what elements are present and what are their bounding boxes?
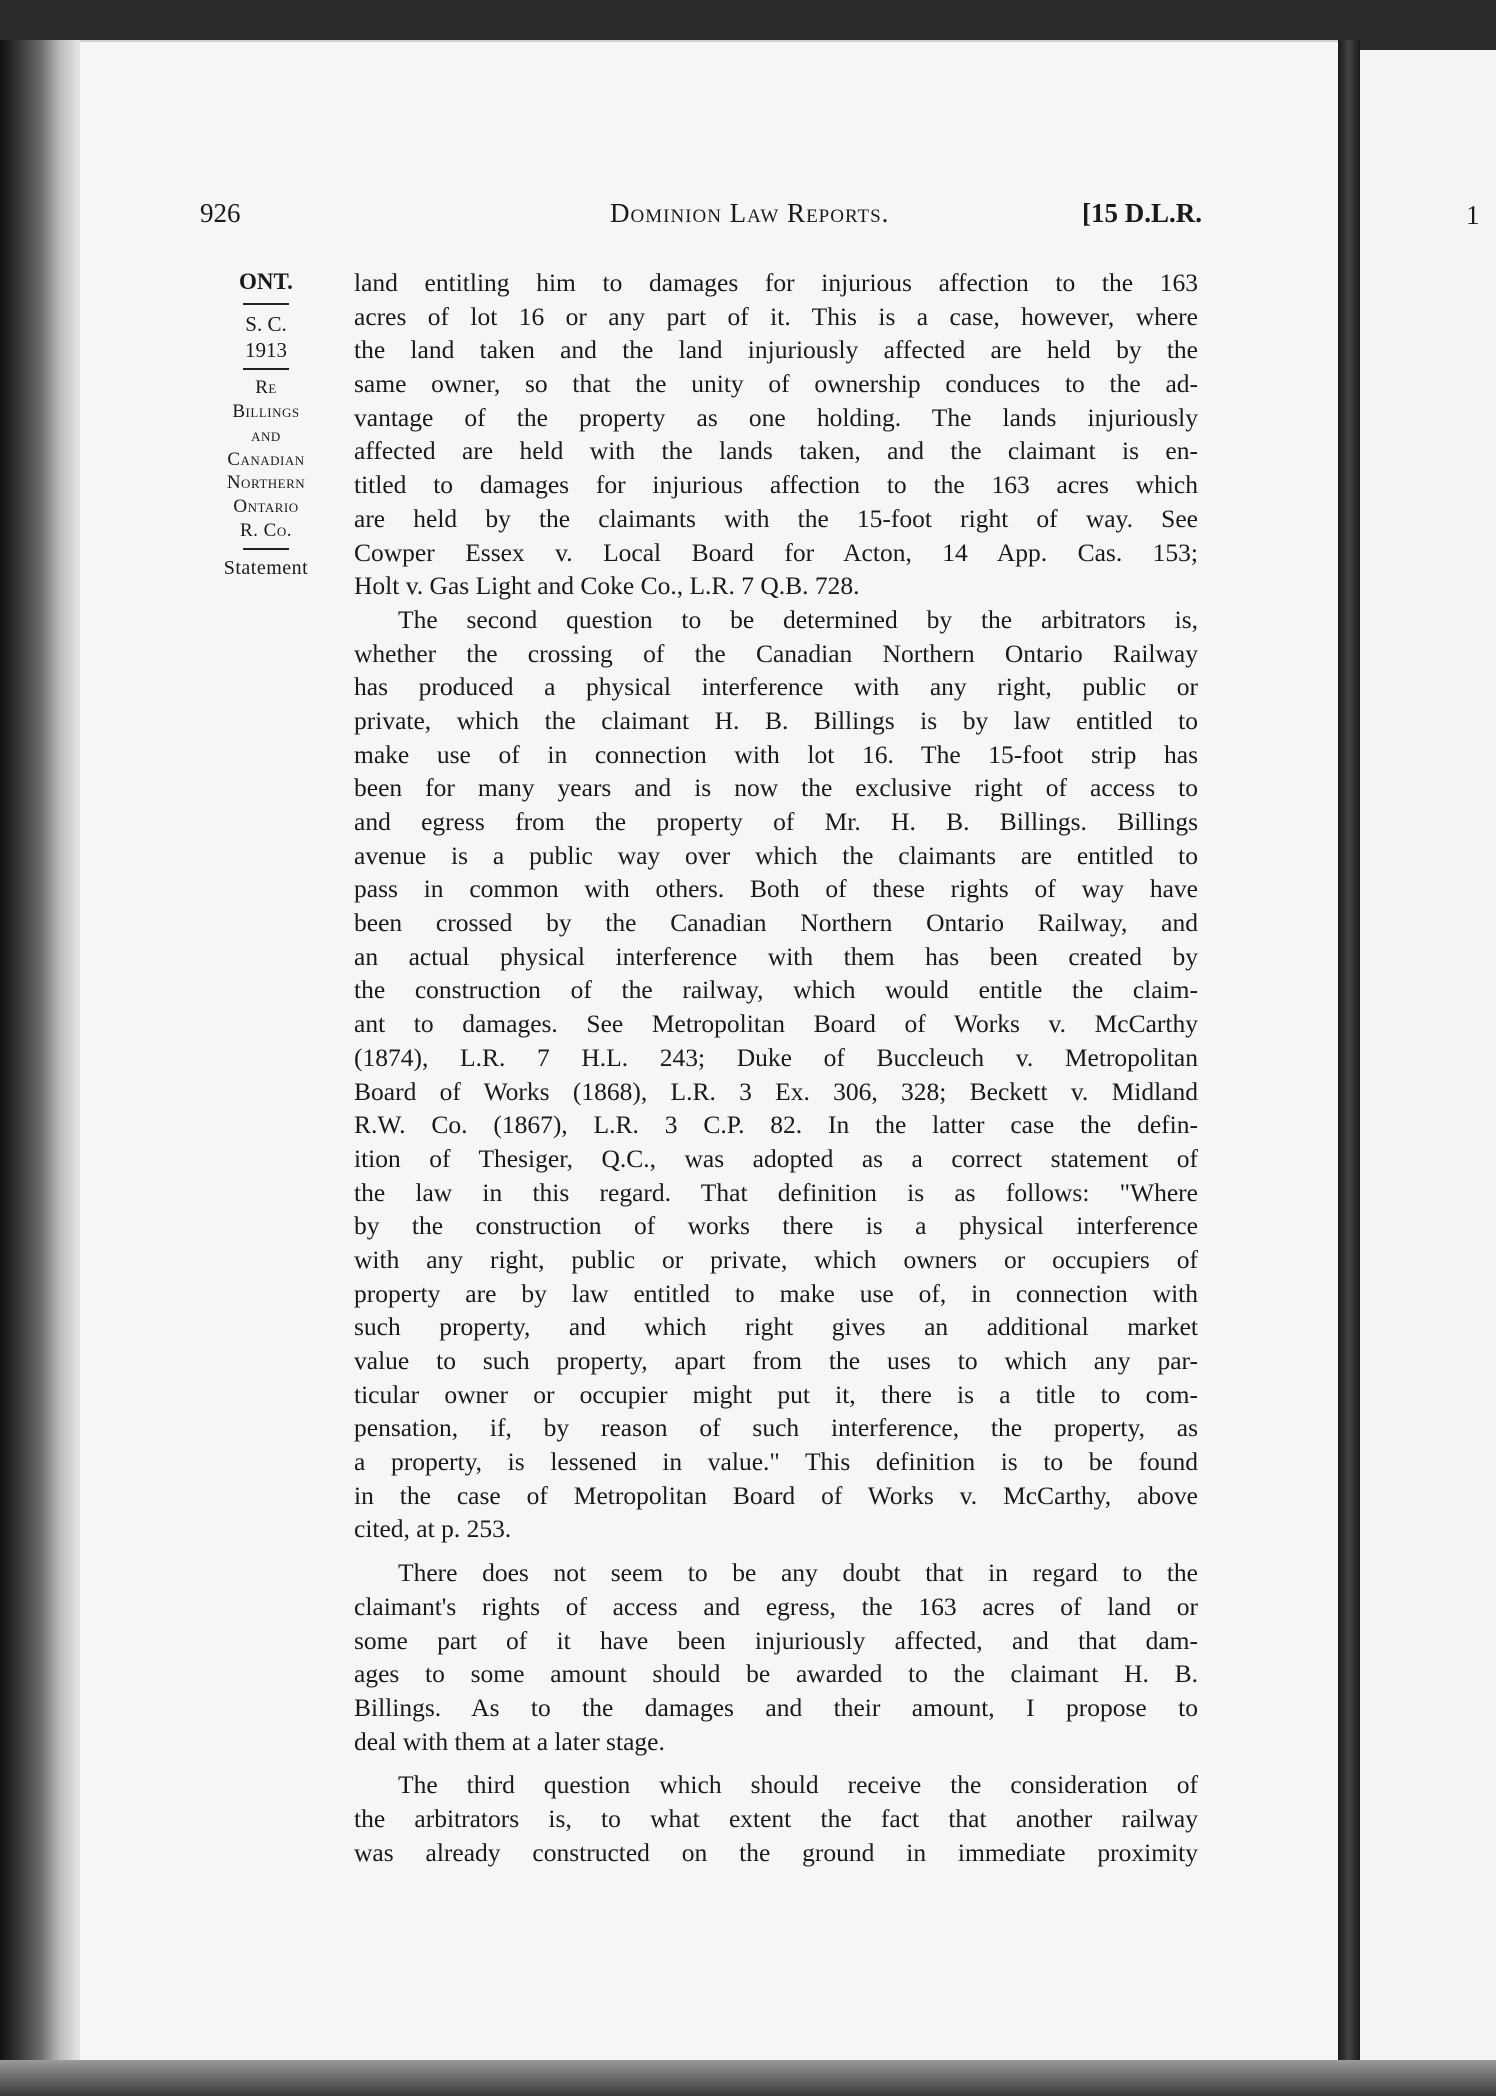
text-line: whether the crossing of the Canadian Northern Ontario Railway bbox=[354, 638, 1198, 668]
volume-reference: [15 D.L.R. bbox=[1082, 198, 1202, 228]
text-line: in the case of Metropolitan Board of Works v. McCarthy, above bbox=[354, 1480, 1198, 1510]
paragraph-gap bbox=[354, 1546, 1198, 1556]
text-line: the arbitrators is, to what extent the fact that another railway bbox=[354, 1803, 1198, 1833]
text-line: pass in common with others. Both of these rights of way have bbox=[354, 874, 1198, 904]
text-line: the law in this regard. That definition is as follows: "Where bbox=[354, 1177, 1198, 1207]
text-line: some part of it have been injuriously affected, and that dam- bbox=[354, 1625, 1198, 1655]
body-text bbox=[354, 266, 1198, 1869]
divider bbox=[243, 548, 289, 550]
text-line: a property, is lessened in value." This definition is to be found bbox=[354, 1447, 1198, 1477]
case-name-line: and bbox=[251, 424, 281, 446]
text-line: land entitling him to damages for injurious affection to the 163 bbox=[354, 268, 1198, 297]
case-name-line: Ontario bbox=[233, 496, 299, 517]
text-line: been for many years and is now the exclusive right of access to bbox=[354, 773, 1198, 803]
text-line: acres of lot 16 or any part of it. This is a case, however, where bbox=[354, 301, 1198, 331]
text-line: an actual physical interference with them has been created by bbox=[354, 941, 1198, 971]
section-label: Statement bbox=[223, 556, 309, 579]
text-line: Holt v. Gas Light and Coke Co., L.R. 7 Q.B. 728. bbox=[354, 571, 860, 601]
text-line: avenue is a public way over which the claimants are entitled to bbox=[354, 840, 1198, 870]
paragraph bbox=[354, 1768, 1198, 1869]
text-line: R.W. Co. (1867), L.R. 3 C.P. 82. In the latter case the defin- bbox=[354, 1110, 1198, 1140]
text-line: Billings. As to the damages and their amount, I propose to bbox=[354, 1692, 1198, 1722]
paragraph bbox=[354, 266, 1198, 603]
text-line: such property, and which right gives an additional market bbox=[354, 1312, 1198, 1342]
text-line: are held by the claimants with the 15-foot right of way. See bbox=[354, 503, 1198, 533]
paragraph-gap bbox=[354, 1758, 1198, 1768]
text-line: same owner, so that the unity of ownership conduces to the ad- bbox=[354, 369, 1198, 399]
text-line: pensation, if, by reason of such interference, the property, as bbox=[354, 1413, 1198, 1443]
text-line: and egress from the property of Mr. H. B. Billings. Billings bbox=[354, 807, 1198, 836]
paragraph bbox=[354, 1556, 1198, 1758]
book-edge bbox=[0, 40, 90, 2096]
text-line: Board of Works (1868), L.R. 3 Ex. 306, 328; Beckett v. Midland bbox=[354, 1076, 1198, 1106]
text-line: Cowper Essex v. Local Board for Acton, 14 App. Cas. 153; bbox=[354, 537, 1198, 567]
page-number: 926 bbox=[200, 198, 241, 228]
text-line: with any right, public or private, which owners or occupiers of bbox=[354, 1244, 1198, 1274]
text-line: by the construction of works there is a physical interference bbox=[354, 1211, 1198, 1241]
text-line: ition of Thesiger, Q.C., was adopted as a correct statement of bbox=[354, 1143, 1198, 1173]
divider bbox=[243, 368, 289, 370]
text-line: deal with them at a later stage. bbox=[354, 1726, 665, 1756]
running-head bbox=[200, 198, 1202, 238]
text-line: has produced a physical interference with any right, public or bbox=[354, 672, 1198, 702]
case-name-line: Northern bbox=[226, 472, 306, 494]
text-line: claimant's rights of access and egress, the 163 acres of land or bbox=[354, 1591, 1198, 1621]
text-line: The second question to be determined by the arbitrators is, bbox=[398, 604, 1198, 634]
case-name-line: Re bbox=[255, 377, 277, 399]
text-line: titled to damages for injurious affection to the 163 acres which bbox=[354, 470, 1198, 500]
facing-page bbox=[1360, 50, 1496, 2096]
text-line: (1874), L.R. 7 H.L. 243; Duke of Buccleuch v. Metropolitan bbox=[354, 1042, 1198, 1072]
text-line: been crossed by the Canadian Northern Ontario Railway, and bbox=[354, 908, 1198, 938]
text-line: cited, at p. 253. bbox=[354, 1514, 512, 1544]
book-gutter bbox=[1338, 40, 1360, 2096]
text-line: the land taken and the land injuriously affected are held by the bbox=[354, 335, 1198, 365]
case-name-line: R. Co. bbox=[240, 519, 292, 541]
case-name-line: Billings bbox=[232, 401, 300, 422]
text-line: make use of in connection with lot 16. The 15-foot strip has bbox=[354, 739, 1198, 769]
text-line: ticular owner or occupier might put it, there is a title to com- bbox=[354, 1379, 1198, 1409]
text-line: property are by law entitled to make use of, in connection with bbox=[354, 1278, 1198, 1308]
text-line: The third question which should receive the consideration of bbox=[398, 1770, 1198, 1800]
paragraph bbox=[354, 603, 1198, 1546]
text-line: There does not seem to be any doubt that in regard to the bbox=[398, 1558, 1198, 1588]
text-line: vantage of the property as one holding. The lands injuriously bbox=[354, 402, 1198, 432]
scan-shadow bbox=[0, 2060, 1496, 2096]
case-name bbox=[200, 376, 332, 542]
text-line: the construction of the railway, which would entitle the claim- bbox=[354, 975, 1198, 1005]
margin-notes bbox=[200, 268, 332, 581]
text-line: was already constructed on the ground in immediate proximity bbox=[354, 1837, 1198, 1867]
text-line: value to such property, apart from the uses to which any par- bbox=[354, 1346, 1198, 1375]
court-label: S. C. bbox=[245, 311, 287, 336]
journal-title: Dominion Law Reports. bbox=[610, 198, 890, 228]
year-label: 1913 bbox=[245, 338, 287, 362]
text-line: affected are held with the lands taken, and the claimant is en- bbox=[354, 436, 1198, 466]
text-line: ages to some amount should be awarded to the claimant H. B. bbox=[354, 1659, 1198, 1689]
text-line: private, which the claimant H. B. Billings is by law entitled to bbox=[354, 705, 1198, 735]
facing-page-text bbox=[1466, 198, 1480, 232]
province-label: ONT. bbox=[239, 269, 293, 294]
case-name-line: Canadian bbox=[227, 448, 305, 470]
divider bbox=[243, 303, 289, 305]
facing-page-fragment: 1 bbox=[1466, 200, 1480, 230]
text-line: ant to damages. See Metropolitan Board of Works v. McCarthy bbox=[354, 1009, 1198, 1039]
